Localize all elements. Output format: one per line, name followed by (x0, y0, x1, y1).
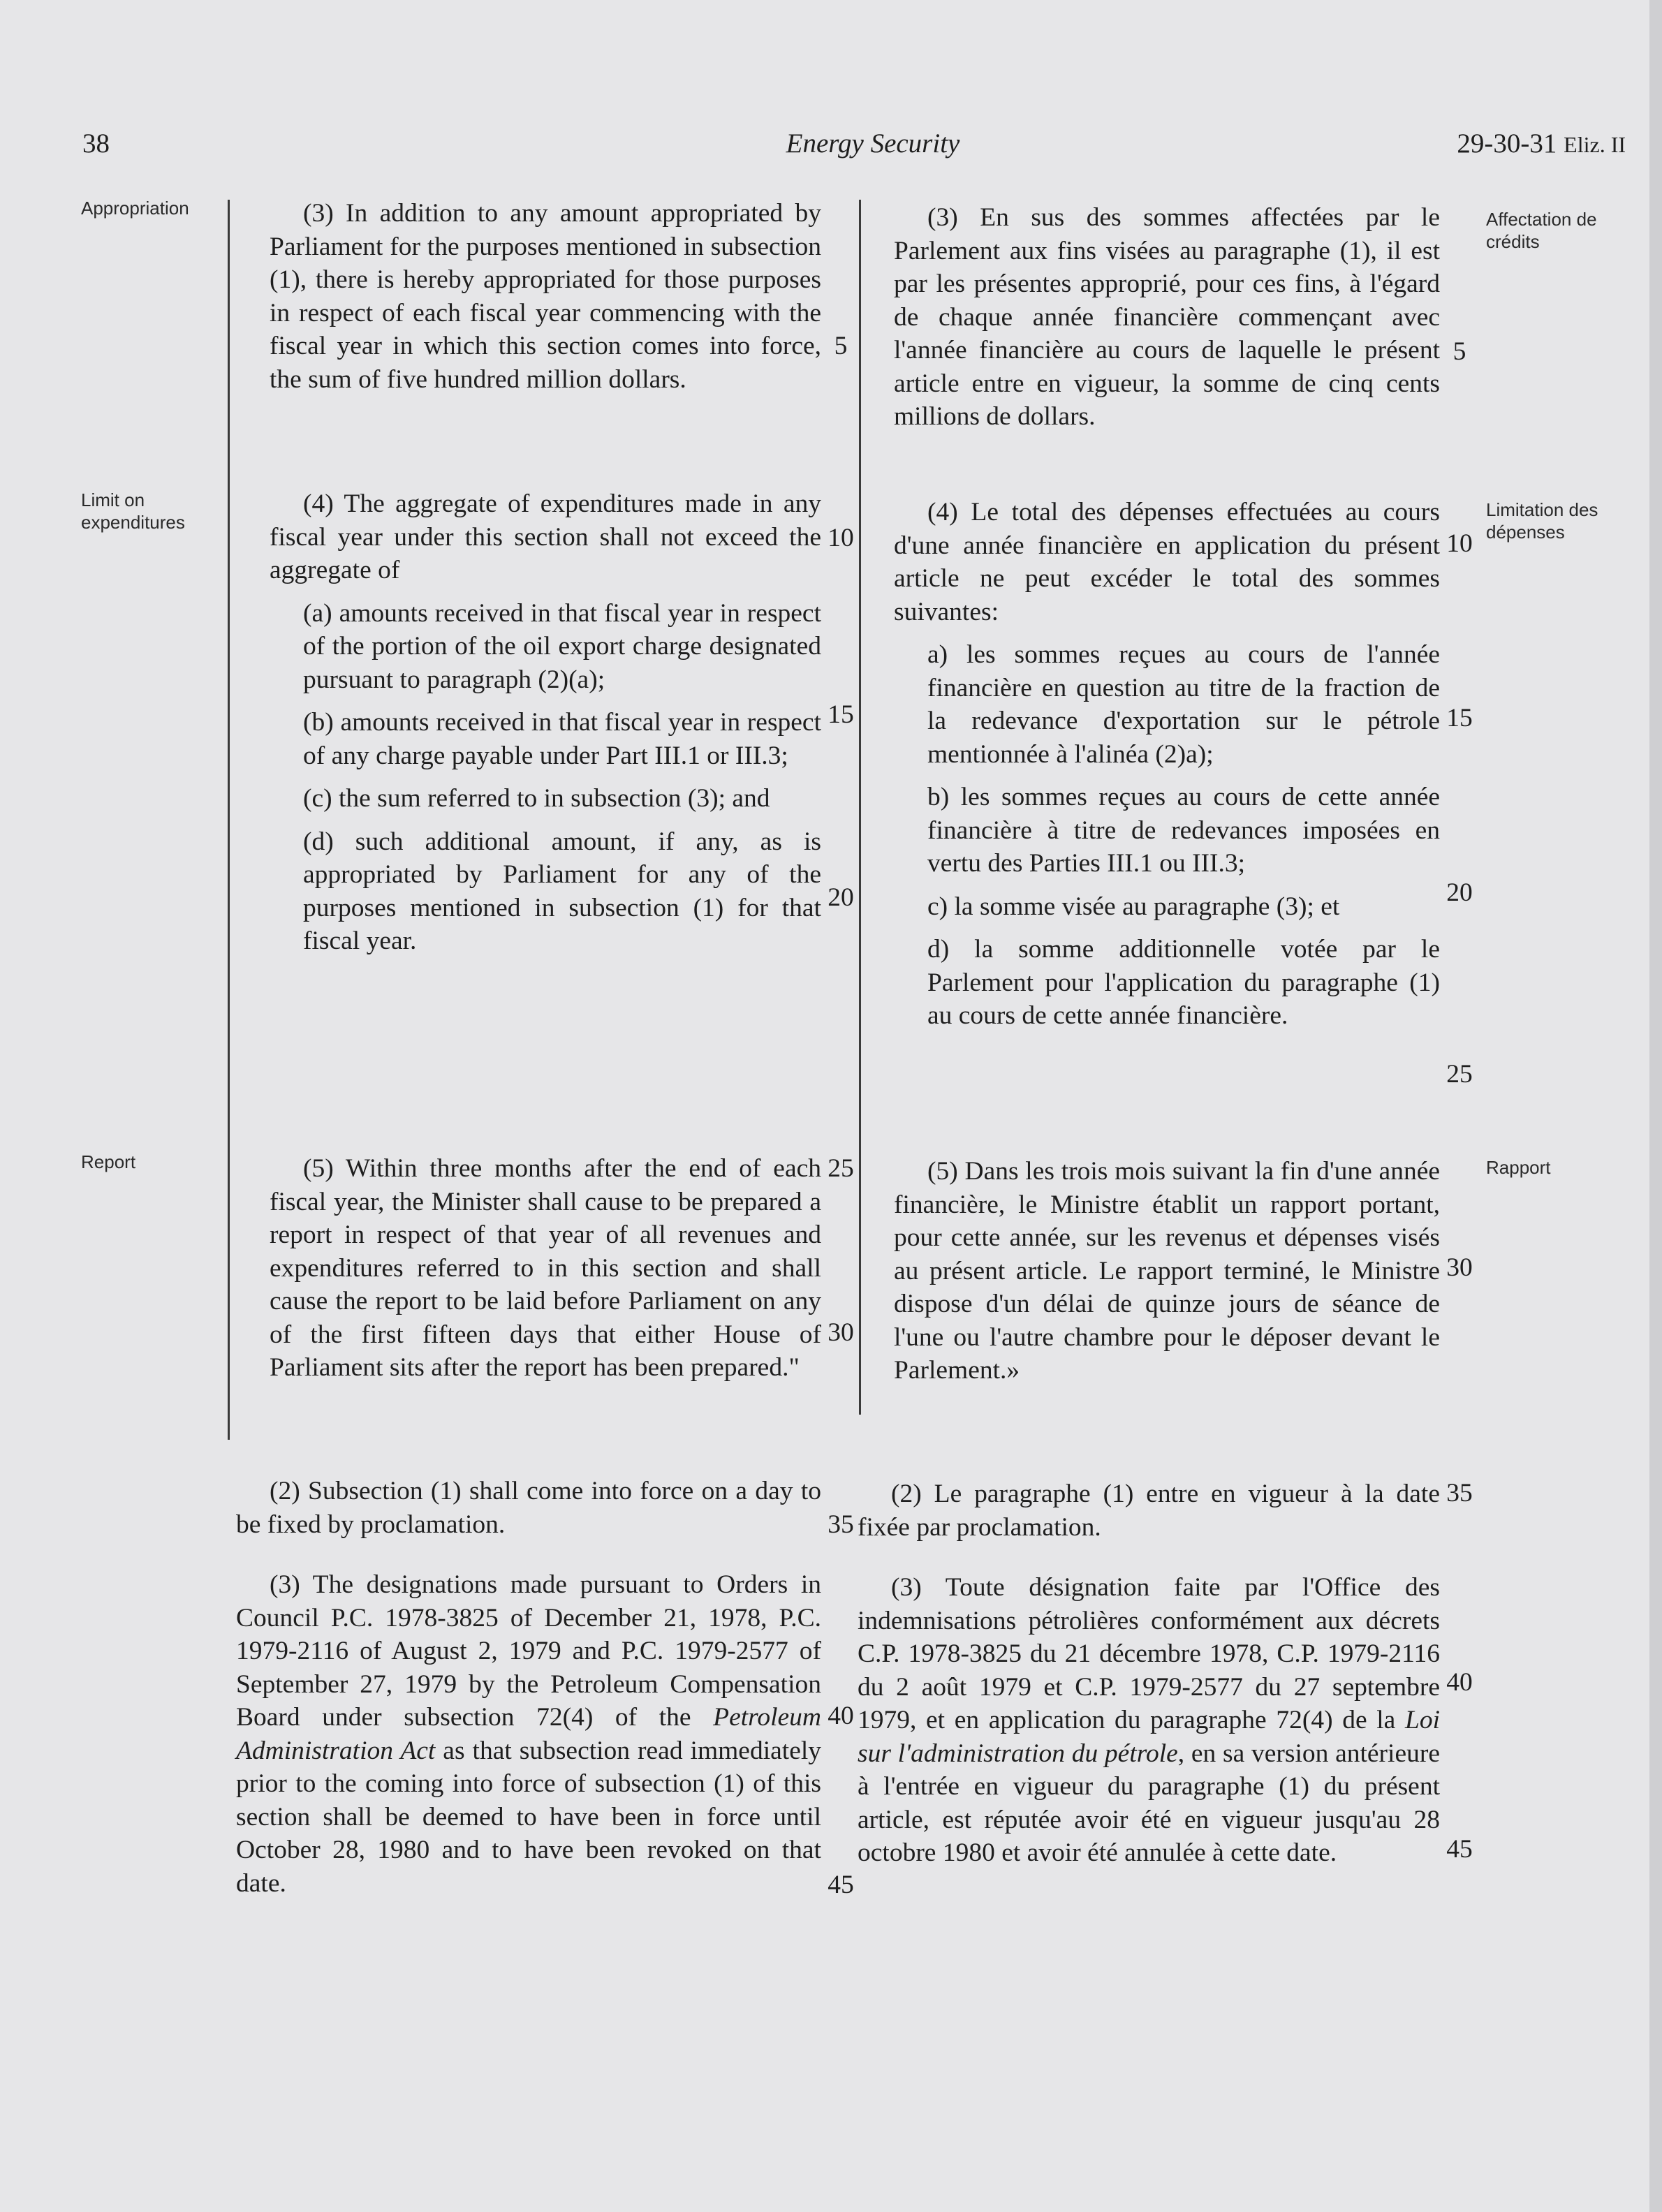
fr-paragraph: (3) En sus des sommes affectées par le Parlement aux fins visées au paragraphe (1), il est par les présentes approprié, pour ces fins, à l'égard de chaque année financière commençant avec l'année financière au cours de laquelle le présent article entre en vigueur, la somme de cinq cents millions de dollars. (894, 203, 1440, 431)
line-number: 25 (828, 1154, 854, 1183)
fr-item-a: a) les sommes reçues au cours de l'année financière en question au titre de la fraction de la redevance d'exportation sur le pétrole mentionnée à l'alinéa (2)a); (927, 640, 1440, 769)
line-number: 15 (1446, 704, 1473, 732)
fr-act-title: Loi sur l'administration du pétrole (858, 1706, 1440, 1768)
line-number: 35 (828, 1510, 854, 1539)
page-edge (1649, 0, 1662, 2212)
margin-note-limitation: Limitation des dépenses (1486, 499, 1598, 543)
en-paragraph: (4) The aggregate of expenditures made in any fiscal year under this section shall not exceed the aggregate of (270, 489, 821, 584)
en-section-appropriation (270, 197, 821, 396)
line-number: 5 (834, 332, 848, 360)
fr-section-entree-en-vigueur (858, 1477, 1440, 1544)
running-title: Energy Security (786, 128, 960, 158)
en-paragraph: (2) Subsection (1) shall come into force on a day to be fixed by proclamation. (236, 1477, 821, 1539)
line-number: 20 (828, 883, 854, 912)
en-section-report (270, 1152, 821, 1385)
en-item-c: (c) the sum referred to in subsection (3); and (303, 784, 770, 813)
fr-paragraph: (5) Dans les trois mois suivant la fin d'une année financière, le Ministre établit un rapport portant, pour cette année, sur les revenus et dépenses visés au présent article. Le rapport terminé, le Ministre dispose d'un délai de quinze jours de séance de l'une ou l'autre chambre pour le déposer devant le Parlement.» (894, 1157, 1440, 1385)
en-paragraph: (3) In addition to any amount appropriated by Parliament for the purposes mentioned in subsection (1), there is hereby appropriated for those purposes in respect of each fiscal year commencing with the fiscal year in which this section comes into force, the sum of five hundred million dollars. (270, 199, 821, 394)
fr-paragraph (858, 1571, 1440, 1870)
regnal-sovereign: Eliz. II (1564, 132, 1626, 157)
margin-note-limit: Limit on expenditures (81, 489, 185, 533)
page-number: 38 (82, 128, 110, 158)
fr-paragraph: (4) Le total des dépenses effectuées au cours d'une année financière en application du présent article ne peut excéder le total des sommes suivantes: (894, 498, 1440, 626)
fr-text: (3) Toute désignation faite par l'Office des indemnisations pétrolières conformément aux décrets C.P. 1978-3825 du 21 décembre 1978, C.P. 1979-2116 du 2 août 1979 et C.P. 1979-2577 du 27 septembre 1979, et en application du paragraphe 72(4) de la (858, 1573, 1440, 1734)
en-paragraph (236, 1568, 821, 1900)
line-number: 30 (828, 1318, 854, 1347)
fr-text: , en sa version antérieure à l'entrée en vigueur du paragraphe (1) du présent article, est réputée avoir été en vigueur jusqu'au 28 octobre 1980 et avoir été annulée à cette date. (858, 1739, 1440, 1867)
line-number: 15 (828, 700, 854, 729)
line-number: 10 (1446, 529, 1473, 558)
line-number: 20 (1446, 878, 1473, 907)
amendment-rule-right (859, 200, 861, 1415)
line-number: 40 (828, 1702, 854, 1730)
en-text: (3) The designations made pursuant to Orders in Council P.C. 1978-3825 of December 21, 1978, P.C. 1979-2116 of August 2, 1979 and P.C. 1979-2577 of September 27, 1979 by the Petroleum Compensation Board under subsection 72(4) of the (236, 1570, 821, 1732)
fr-section-affectation (894, 201, 1440, 434)
en-act-title: Petroleum Administration Act (236, 1703, 821, 1765)
en-item-a: (a) amounts received in that fiscal year in respect of the portion of the oil export charge designated pursuant to paragraph (2)(a); (303, 598, 821, 694)
margin-note-appropriation: Appropriation (81, 198, 189, 219)
line-number: 40 (1446, 1668, 1473, 1697)
line-number: 10 (828, 524, 854, 552)
en-item-d: (d) such additional amount, if any, as is appropriated by Parliament for any of the purposes mentioned in subsection (1) for that fiscal year. (303, 827, 821, 955)
en-text: as that subsection read immediately prior to the coming into force of subsection (1) of this section shall be deemed to have been in force until October 28, 1980 and to have been revoked on that date. (236, 1736, 822, 1898)
fr-item-d: d) la somme additionnelle votée par le Parlement pour l'application du paragraphe (1) au cours de cette année financière. (927, 935, 1440, 1030)
en-section-limit (270, 487, 821, 958)
fr-section-limitation (894, 496, 1440, 1033)
line-number: 30 (1446, 1253, 1473, 1282)
en-section-designations (236, 1568, 821, 1900)
regnal-year (1457, 124, 1626, 164)
margin-note-affectation: Affectation de crédits (1486, 209, 1597, 252)
en-paragraph: (5) Within three months after the end of each fiscal year, the Minister shall cause to be prepared a report in respect of that year of all revenues and expenditures referred to in this section and shall cause the report to be laid before Parliament on any of the first fifteen days that either House of Parliament sits after the report has been prepared." (270, 1154, 821, 1382)
fr-paragraph: (2) Le paragraphe (1) entre en vigueur à la date fixée par proclamation. (858, 1480, 1440, 1542)
line-number: 5 (1453, 337, 1466, 366)
en-item-b: (b) amounts received in that fiscal year in respect of any charge payable under Part III.1 or III.3; (303, 708, 821, 770)
regnal-years: 29-30-31 (1457, 128, 1564, 158)
line-number: 45 (1446, 1835, 1473, 1864)
line-number: 35 (1446, 1479, 1473, 1507)
fr-item-b: b) les sommes reçues au cours de cette année financière à titre de redevances imposées en vertu des Parties III.1 ou III.3; (927, 783, 1440, 878)
en-section-commencement (236, 1475, 821, 1541)
line-number: 45 (828, 1871, 854, 1899)
margin-note-report: Report (81, 1151, 136, 1172)
fr-item-c: c) la somme visée au paragraphe (3); et (927, 892, 1340, 921)
line-number: 25 (1446, 1060, 1473, 1089)
margin-note-rapport: Rapport (1486, 1157, 1551, 1178)
fr-section-rapport (894, 1155, 1440, 1387)
fr-section-designation (858, 1571, 1440, 1870)
amendment-rule-left (228, 200, 230, 1440)
